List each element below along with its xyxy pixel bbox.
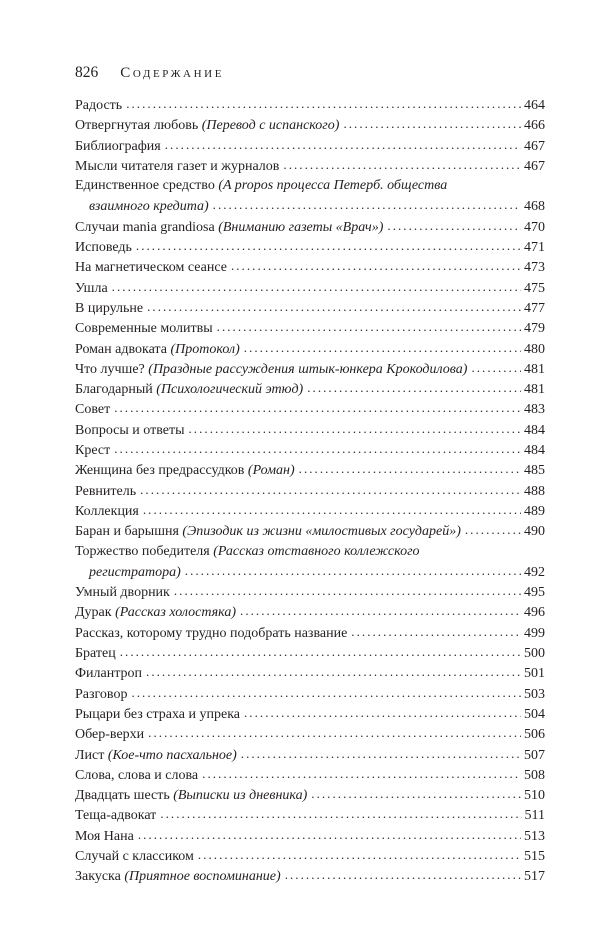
toc-entry — [75, 217, 545, 237]
entry-subtitle: (Психологический этюд) — [156, 382, 304, 398]
dot-leader — [240, 601, 521, 622]
dot-leader — [244, 703, 521, 724]
toc-entry — [75, 440, 545, 460]
entry-title — [75, 279, 108, 299]
entry-title — [75, 867, 281, 887]
entry-title-text: Современные молитвы — [75, 321, 213, 337]
entry-page-number: 513 — [524, 828, 545, 844]
toc-entry — [75, 805, 545, 825]
dot-leader — [131, 683, 521, 704]
entry-title-text: Отвергнутая любовь — [75, 118, 202, 134]
toc-entry — [75, 318, 545, 338]
entry-title — [75, 664, 142, 684]
entry-page-number: 473 — [524, 260, 545, 276]
entry-title-text: Единственное средство — [75, 178, 219, 194]
dot-leader — [126, 94, 521, 115]
dot-leader — [138, 825, 521, 846]
entry-title — [75, 603, 236, 623]
dot-leader — [160, 804, 521, 825]
table-of-contents — [75, 95, 545, 887]
toc-entry — [75, 420, 545, 440]
entry-title-text: Баран и барышня — [75, 524, 183, 540]
entry-title-text: Братец — [75, 646, 116, 662]
entry-title — [75, 380, 303, 400]
dot-leader — [146, 662, 521, 683]
dot-leader — [307, 378, 521, 399]
entry-page-number: 485 — [524, 463, 545, 479]
entry-title — [75, 238, 132, 258]
entry-page-number: 510 — [524, 788, 545, 804]
toc-entry — [75, 745, 545, 765]
entry-page-number: 495 — [524, 585, 545, 601]
toc-entry — [75, 826, 545, 846]
entry-page-number: 511 — [524, 808, 545, 824]
entry-page-number: 475 — [524, 280, 545, 296]
entry-title-text: Филантроп — [75, 666, 143, 682]
entry-title — [75, 725, 144, 745]
entry-title — [75, 746, 237, 766]
entry-title-text: Радость — [75, 98, 123, 113]
toc-entry — [75, 501, 545, 521]
entry-title-text: Что лучше? — [75, 361, 149, 377]
dot-leader — [283, 155, 521, 176]
dot-leader — [147, 297, 521, 318]
entry-subtitle: (Вниманию газеты «Врач») — [218, 219, 384, 235]
entry-title — [75, 299, 143, 319]
entry-page-number: 467 — [524, 138, 545, 154]
entry-title — [75, 137, 161, 157]
toc-entry — [75, 846, 545, 866]
entry-title — [75, 685, 127, 705]
dot-leader — [202, 764, 521, 785]
entry-page-number: 481 — [524, 382, 545, 398]
entry-title-text: Дурак — [75, 605, 116, 621]
entry-title-text: Случаи mania grandiosa — [75, 219, 219, 235]
entry-title — [75, 340, 240, 360]
entry-page-number: 507 — [524, 747, 545, 763]
toc-entry — [75, 237, 545, 257]
toc-entry — [75, 339, 545, 359]
toc-entry — [75, 542, 545, 562]
entry-title — [75, 827, 134, 847]
entry-title — [75, 766, 198, 786]
entry-title-text: Совет — [75, 402, 111, 418]
entry-subtitle: (Рассказ холостяка) — [115, 605, 237, 621]
entry-page-number: 484 — [524, 443, 545, 459]
toc-entry — [75, 866, 545, 886]
dot-leader — [185, 561, 521, 582]
dot-leader — [465, 520, 521, 541]
toc-entry — [75, 278, 545, 298]
dot-leader — [174, 581, 521, 602]
entry-title-text: Рыцари без страха и упрека — [75, 706, 240, 722]
entry-page-number: 504 — [524, 706, 545, 722]
toc-entry — [75, 115, 545, 135]
toc-entry — [75, 643, 545, 663]
entry-title — [75, 96, 122, 116]
entry-subtitle: (A propos процесса Петерб. общества — [218, 178, 448, 194]
toc-entry — [75, 95, 545, 115]
toc-entry — [75, 298, 545, 318]
entry-page-number: 467 — [524, 158, 545, 174]
entry-title-text: Ушла — [75, 280, 108, 296]
dot-leader — [343, 114, 521, 135]
dot-leader — [311, 784, 521, 805]
entry-page-number: 500 — [524, 646, 545, 662]
entry-title-text: Библиография — [75, 138, 161, 154]
entry-title-text: Умный дворник — [75, 585, 170, 601]
entry-subtitle: (Протокол) — [170, 341, 240, 357]
toc-entry — [75, 684, 545, 704]
toc-entry — [75, 521, 545, 541]
entry-page-number: 484 — [524, 422, 545, 438]
entry-subtitle: (Эпизодик из жизни «милостивых государей») — [182, 524, 461, 540]
entry-title-text: Случай с классиком — [75, 848, 194, 864]
toc-entry — [75, 359, 545, 379]
dot-leader — [148, 723, 521, 744]
entry-page-number: 508 — [524, 767, 545, 783]
dot-leader — [140, 480, 521, 501]
entry-title — [75, 258, 227, 278]
entry-page-number: 479 — [524, 321, 545, 337]
entry-title-text: Исповедь — [75, 240, 132, 256]
entry-page-number: 481 — [524, 361, 545, 377]
entry-page-number: 483 — [524, 402, 545, 418]
toc-entry — [75, 156, 545, 176]
entry-title — [75, 157, 279, 177]
toc-entry — [75, 176, 545, 196]
toc-entry-continuation — [75, 562, 545, 582]
dot-leader — [387, 216, 521, 237]
entry-page-number: 480 — [524, 341, 545, 357]
toc-entry — [75, 623, 545, 643]
entry-title-text: Моя Нана — [75, 828, 134, 844]
dot-leader — [112, 277, 521, 298]
dot-leader — [299, 459, 521, 480]
entry-title — [75, 482, 136, 502]
dot-leader — [231, 256, 521, 277]
toc-entry — [75, 399, 545, 419]
entry-page-number: 503 — [524, 686, 545, 702]
dot-leader — [189, 419, 522, 440]
dot-leader — [143, 500, 521, 521]
dot-leader — [217, 317, 521, 338]
entry-title — [75, 360, 467, 380]
entry-page-number: 468 — [524, 199, 545, 215]
entry-page-number: 490 — [524, 524, 545, 540]
entry-subtitle: (Приятное воспоминание) — [124, 869, 281, 885]
entry-title — [75, 116, 339, 136]
entry-title-text: Слова, слова и слова — [75, 767, 199, 783]
entry-subtitle: (Рассказ отставного коллежского — [213, 543, 420, 559]
toc-entry — [75, 602, 545, 622]
dot-leader — [471, 358, 521, 379]
running-header — [75, 64, 224, 88]
entry-subtitle: (Выписки из дневника) — [173, 788, 308, 804]
entry-title-text: Вопросы и ответы — [75, 422, 185, 438]
dot-leader — [351, 622, 521, 643]
entry-title — [75, 319, 213, 339]
entry-title — [75, 218, 383, 238]
entry-page-number: 470 — [524, 219, 545, 235]
dot-leader — [213, 195, 521, 216]
entry-page-number: 499 — [524, 625, 545, 641]
entry-title — [75, 624, 347, 644]
dot-leader — [165, 135, 521, 156]
dot-leader — [198, 845, 521, 866]
entry-subtitle-continuation: взаимного кредита) — [89, 199, 209, 215]
toc-entry — [75, 582, 545, 602]
entry-title-text: Благодарный — [75, 382, 157, 398]
entry-page-number: 466 — [524, 118, 545, 134]
entry-title-text: Роман адвоката — [75, 341, 171, 357]
dot-leader — [285, 865, 521, 886]
entry-page-number: 492 — [524, 564, 545, 580]
entry-title-text: Двадцать шесть — [75, 788, 174, 804]
dot-leader — [114, 439, 521, 460]
entry-title-text: Женщина без предрассудков — [75, 463, 248, 479]
toc-entry — [75, 460, 545, 480]
entry-title-text: Мысли читателя газет и журналов — [75, 158, 280, 174]
toc-entry — [75, 379, 545, 399]
entry-title — [75, 502, 139, 522]
entry-title-text: Торжество победителя — [75, 543, 214, 559]
entry-subtitle-continuation: регистратора) — [89, 564, 181, 580]
entry-title — [75, 806, 156, 826]
toc-entry — [75, 481, 545, 501]
dot-leader — [120, 642, 521, 663]
entry-title-text: На магнетическом сеансе — [75, 260, 227, 276]
entry-subtitle: (Кое-что пасхальное) — [107, 747, 237, 763]
entry-title-text: Коллекция — [75, 503, 139, 519]
entry-title — [75, 522, 461, 542]
entry-subtitle: (Праздные рассуждения штык-юнкера Крокодилова) — [148, 361, 468, 377]
entry-title — [75, 644, 116, 664]
entry-subtitle: (Роман) — [247, 463, 295, 479]
entry-title-text: Разговор — [75, 686, 128, 702]
dot-leader — [241, 744, 521, 765]
toc-entry — [75, 136, 545, 156]
entry-page-number: 501 — [524, 666, 545, 682]
entry-title-text: Теща-адвокат — [75, 808, 157, 824]
entry-title-text: Обер-верхи — [75, 727, 145, 743]
entry-page-number: 489 — [524, 503, 545, 519]
entry-page-number: 517 — [524, 869, 545, 885]
toc-entry — [75, 785, 545, 805]
entry-title — [75, 786, 307, 806]
entry-page-number: 488 — [524, 483, 545, 499]
page-number: 826 — [75, 64, 99, 81]
running-title: Содержание — [120, 65, 225, 81]
toc-entry — [75, 765, 545, 785]
entry-title — [75, 441, 110, 461]
entry-title — [75, 461, 295, 481]
entry-page-number: 506 — [524, 727, 545, 743]
entry-title — [75, 847, 194, 867]
entry-page-number: 496 — [524, 605, 545, 621]
entry-title-text: В цирульне — [75, 300, 144, 316]
entry-title — [75, 583, 170, 603]
entry-title — [75, 542, 545, 562]
dot-leader — [136, 236, 521, 257]
toc-entry — [75, 704, 545, 724]
toc-entry — [75, 257, 545, 277]
entry-title-text: Лист — [75, 747, 108, 763]
entry-title — [75, 176, 545, 196]
entry-title-text: Крест — [75, 443, 111, 459]
entry-page-number: 515 — [524, 848, 545, 864]
dot-leader — [114, 398, 521, 419]
toc-entry — [75, 663, 545, 683]
entry-subtitle: (Перевод с испанского) — [201, 118, 340, 134]
entry-page-number: 464 — [524, 98, 545, 113]
toc-entry — [75, 724, 545, 744]
entry-title — [75, 421, 185, 441]
entry-page-number: 477 — [524, 300, 545, 316]
entry-title — [75, 705, 240, 725]
entry-page-number: 471 — [524, 240, 545, 256]
entry-title-text: Ревнитель — [75, 483, 137, 499]
toc-entry-continuation — [75, 196, 545, 216]
entry-title — [75, 400, 110, 420]
entry-title-text: Рассказ, которому трудно подобрать название — [75, 625, 348, 641]
entry-title-text: Закуска — [75, 869, 125, 885]
dot-leader — [244, 338, 521, 359]
